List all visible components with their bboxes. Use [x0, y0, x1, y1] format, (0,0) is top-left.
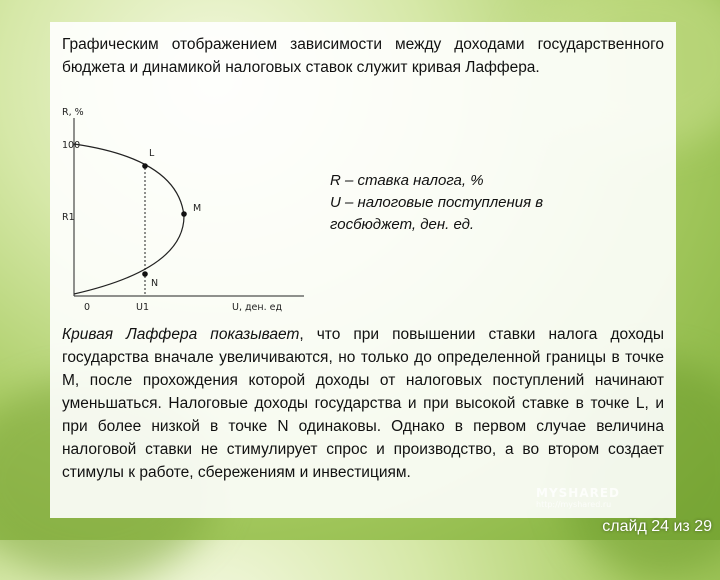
point-n: [142, 271, 148, 277]
laffer-curve: [74, 144, 184, 294]
intro-paragraph: Графическим отображением зависимости между доходами государственного бюджета и динамикой налоговых ставок служит кривая Лаффера.: [62, 36, 664, 76]
explanation-lead: Кривая Лаффера показывает: [62, 326, 300, 343]
slide-counter: слайд 24 из 29: [602, 518, 712, 535]
explanation-paragraph: [62, 323, 664, 484]
y-tick-r1: R1: [62, 212, 75, 223]
point-m-label: M: [193, 203, 202, 214]
legend: [330, 170, 600, 236]
x-axis-label: U, ден. ед: [232, 302, 283, 313]
origin-label: 0: [84, 302, 91, 313]
laffer-curve-graph: [60, 104, 310, 318]
x-tick-u1: U1: [136, 302, 149, 313]
watermark-logo: MYSHARED: [536, 486, 621, 500]
legend-revenue: U – налоговые поступления в госбюджет, ден. ед.: [330, 194, 544, 233]
explanation-body: , что при повышении ставки налога доходы государства вначале увеличиваются, но только до определенной границы в точке М, после прохождения которой доходы от налоговых поступлений начинают уменьшаться. Налоговые доходы государства и при высокой ставке в точке L, и при более низкой в точке N одинаковы. Однако в первом случае величина налоговой ставки не стимулирует спрос и производство, а во втором создает стимулы к работе, сбережениям и инвестициям.: [62, 326, 664, 481]
point-l-label: L: [149, 148, 155, 159]
point-l: [142, 163, 148, 169]
point-n-label: N: [151, 278, 159, 289]
y-axis-label: R, %: [62, 107, 84, 118]
watermark-url: http://myshared.ru: [536, 500, 612, 509]
watermark: [536, 486, 668, 516]
point-m: [181, 211, 187, 217]
legend-rate: R – ставка налога, %: [330, 172, 484, 189]
y-tick-100: 100: [62, 140, 81, 151]
